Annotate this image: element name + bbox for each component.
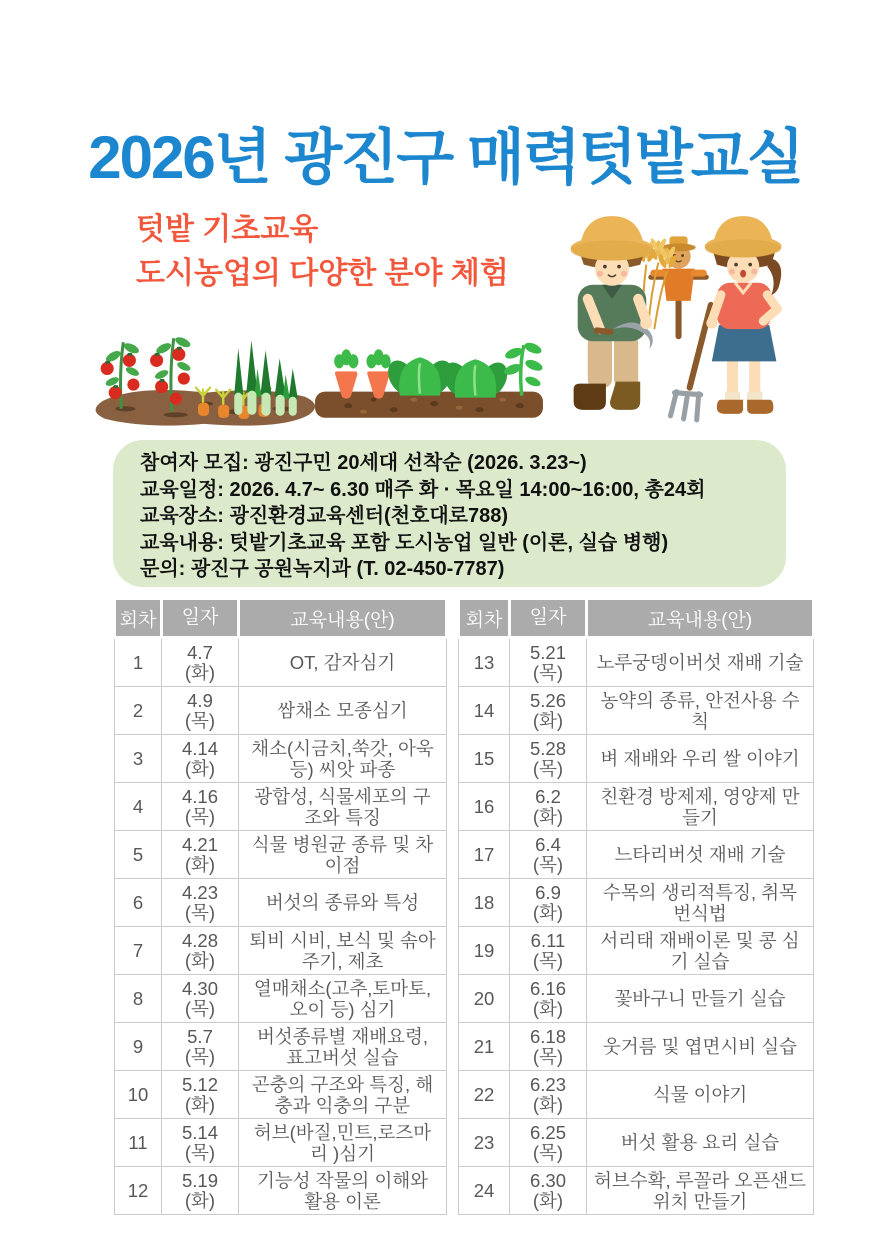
session-content-cell: 허브수확, 루꼴라 오픈샌드위치 만들기 [587,1167,814,1215]
session-content-cell: 퇴비 시비, 보식 및 솎아주기, 제초 [239,927,447,975]
carrot-lettuce-sprout-garden-icon [313,333,545,434]
table-header-row [115,599,447,638]
info-location: 교육장소: 광진환경교육센터(천호대로788) [140,505,509,527]
schedule-row [115,927,447,975]
session-date-cell: 5.21 (목) [510,638,587,687]
session-number-cell: 2 [115,687,162,735]
poster-subtitle [136,208,509,296]
session-number-cell: 5 [115,831,162,879]
session-content-cell: 곤충의 구조와 특징, 해충과 익충의 구분 [239,1071,447,1119]
header-content: 교육내용(안) [239,599,447,638]
schedule-row [459,1167,814,1215]
schedule-row [115,1167,447,1215]
info-participants: 참여자 모집: 광진구민 20세대 선착순 (2026. 3.23~) [140,452,587,474]
session-number-cell: 1 [115,638,162,687]
session-content-cell: 채소(시금치,쑥갓, 아욱 등) 씨앗 파종 [239,735,447,783]
schedule-row [459,927,814,975]
boy-girl-farmers-with-scarecrow-icon [548,198,798,430]
session-number-cell: 3 [115,735,162,783]
header-session: 회차 [459,599,510,638]
schedule-row [115,1119,447,1167]
session-date-cell: 6.16 (화) [510,975,587,1023]
schedule-row [459,687,814,735]
subtitle-line-2: 도시농업의 다양한 분야 체험 [136,257,509,290]
schedule-table-right [457,597,815,1215]
schedule-row [115,1071,447,1119]
session-date-cell: 6.2 (화) [510,783,587,831]
schedule-row [115,783,447,831]
session-date-cell: 6.30 (화) [510,1167,587,1215]
schedule-row [459,1071,814,1119]
session-date-cell: 4.7 (화) [162,638,239,687]
session-content-cell: 기능성 작물의 이해와 활용 이론 [239,1167,447,1215]
schedule-row [115,1023,447,1071]
session-number-cell: 13 [459,638,510,687]
session-date-cell: 4.30 (목) [162,975,239,1023]
session-number-cell: 10 [115,1071,162,1119]
poster-title: 2026년 광진구 매력텃밭교실 [88,124,803,191]
schedule-tables [113,597,815,1215]
session-content-cell: 열매채소(고추,토마토,오이 등) 심기 [239,975,447,1023]
info-schedule: 교육일정: 2026. 4.7~ 6.30 매주 화 · 목요일 14:00~16:00, 총24회 [140,478,706,501]
session-content-cell: 식물 병원균 종류 및 차이점 [239,831,447,879]
schedule-row [459,783,814,831]
session-date-cell: 4.14 (화) [162,735,239,783]
session-date-cell: 5.19 (화) [162,1167,239,1215]
session-content-cell: 수목의 생리적특징, 취목 번식법 [587,879,814,927]
session-number-cell: 17 [459,831,510,879]
session-content-cell: 웃거름 및 엽면시비 실습 [587,1023,814,1071]
session-number-cell: 24 [459,1167,510,1215]
schedule-row [459,879,814,927]
session-number-cell: 15 [459,735,510,783]
session-content-cell: 서리태 재배이론 및 콩 심기 실습 [587,927,814,975]
session-date-cell: 6.11 (목) [510,927,587,975]
session-date-cell: 4.23 (목) [162,879,239,927]
session-content-cell: 식물 이야기 [587,1071,814,1119]
schedule-row [459,975,814,1023]
session-number-cell: 22 [459,1071,510,1119]
session-content-cell: 버섯의 종류와 특성 [239,879,447,927]
schedule-row [115,735,447,783]
schedule-row [459,1023,814,1071]
session-number-cell: 18 [459,879,510,927]
schedule-row [115,638,447,687]
session-content-cell: 농약의 종류, 안전사용 수칙 [587,687,814,735]
schedule-row [115,975,447,1023]
session-date-cell: 5.12 (화) [162,1071,239,1119]
session-number-cell: 11 [115,1119,162,1167]
session-content-cell: 노루궁뎅이버섯 재배 기술 [587,638,814,687]
session-number-cell: 7 [115,927,162,975]
session-content-cell: 광합성, 식물세포의 구조와 특징 [239,783,447,831]
session-number-cell: 21 [459,1023,510,1071]
session-number-cell: 23 [459,1119,510,1167]
session-content-cell: 느타리버섯 재배 기술 [587,831,814,879]
table-header-row [459,599,814,638]
session-date-cell: 6.25 (목) [510,1119,587,1167]
boy-farmer [571,216,679,410]
session-content-cell: 꽃바구니 만들기 실습 [587,975,814,1023]
session-number-cell: 4 [115,783,162,831]
subtitle-line-1: 텃밭 기초교육 [136,213,319,246]
session-number-cell: 6 [115,879,162,927]
schedule-row [459,735,814,783]
session-number-cell: 19 [459,927,510,975]
session-date-cell: 6.4 (목) [510,831,587,879]
session-content-cell: 버섯 활용 요리 실습 [587,1119,814,1167]
session-number-cell: 8 [115,975,162,1023]
registration-info-box [113,440,786,587]
session-content-cell: 버섯종류별 재배요령, 표고버섯 실습 [239,1023,447,1071]
session-date-cell: 4.28 (화) [162,927,239,975]
session-date-cell: 5.26 (화) [510,687,587,735]
session-date-cell: 6.23 (화) [510,1071,587,1119]
session-number-cell: 20 [459,975,510,1023]
session-content-cell: 친환경 방제제, 영양제 만들기 [587,783,814,831]
schedule-row [459,1119,814,1167]
info-contact: 문의: 광진구 공원녹지과 (T. 02-450-7787) [140,558,505,580]
tomato-carrot-green-onion-garden-icon [85,316,322,432]
schedule-row [459,831,814,879]
session-number-cell: 14 [459,687,510,735]
session-date-cell: 4.16 (목) [162,783,239,831]
session-content-cell: 쌈채소 모종심기 [239,687,447,735]
session-date-cell: 6.9 (화) [510,879,587,927]
session-date-cell: 5.28 (목) [510,735,587,783]
session-number-cell: 9 [115,1023,162,1071]
session-date-cell: 5.7 (목) [162,1023,239,1071]
session-date-cell: 6.18 (목) [510,1023,587,1071]
header-content: 교육내용(안) [587,599,814,638]
header-date: 일자 [162,599,239,638]
session-number-cell: 16 [459,783,510,831]
session-content-cell: OT, 감자심기 [239,638,447,687]
header-date: 일자 [510,599,587,638]
schedule-row [115,831,447,879]
session-date-cell: 4.21 (화) [162,831,239,879]
session-content-cell: 벼 재배와 우리 쌀 이야기 [587,735,814,783]
schedule-row [115,687,447,735]
info-contents: 교육내용: 텃밭기초교육 포함 도시농업 일반 (이론, 실습 병행) [140,531,669,554]
schedule-row [459,638,814,687]
schedule-table-left [113,597,448,1215]
schedule-row [115,879,447,927]
session-content-cell: 허브(바질,민트,로즈마리 )심기 [239,1119,447,1167]
session-number-cell: 12 [115,1167,162,1215]
header-session: 회차 [115,599,162,638]
session-date-cell: 4.9 (목) [162,687,239,735]
session-date-cell: 5.14 (목) [162,1119,239,1167]
